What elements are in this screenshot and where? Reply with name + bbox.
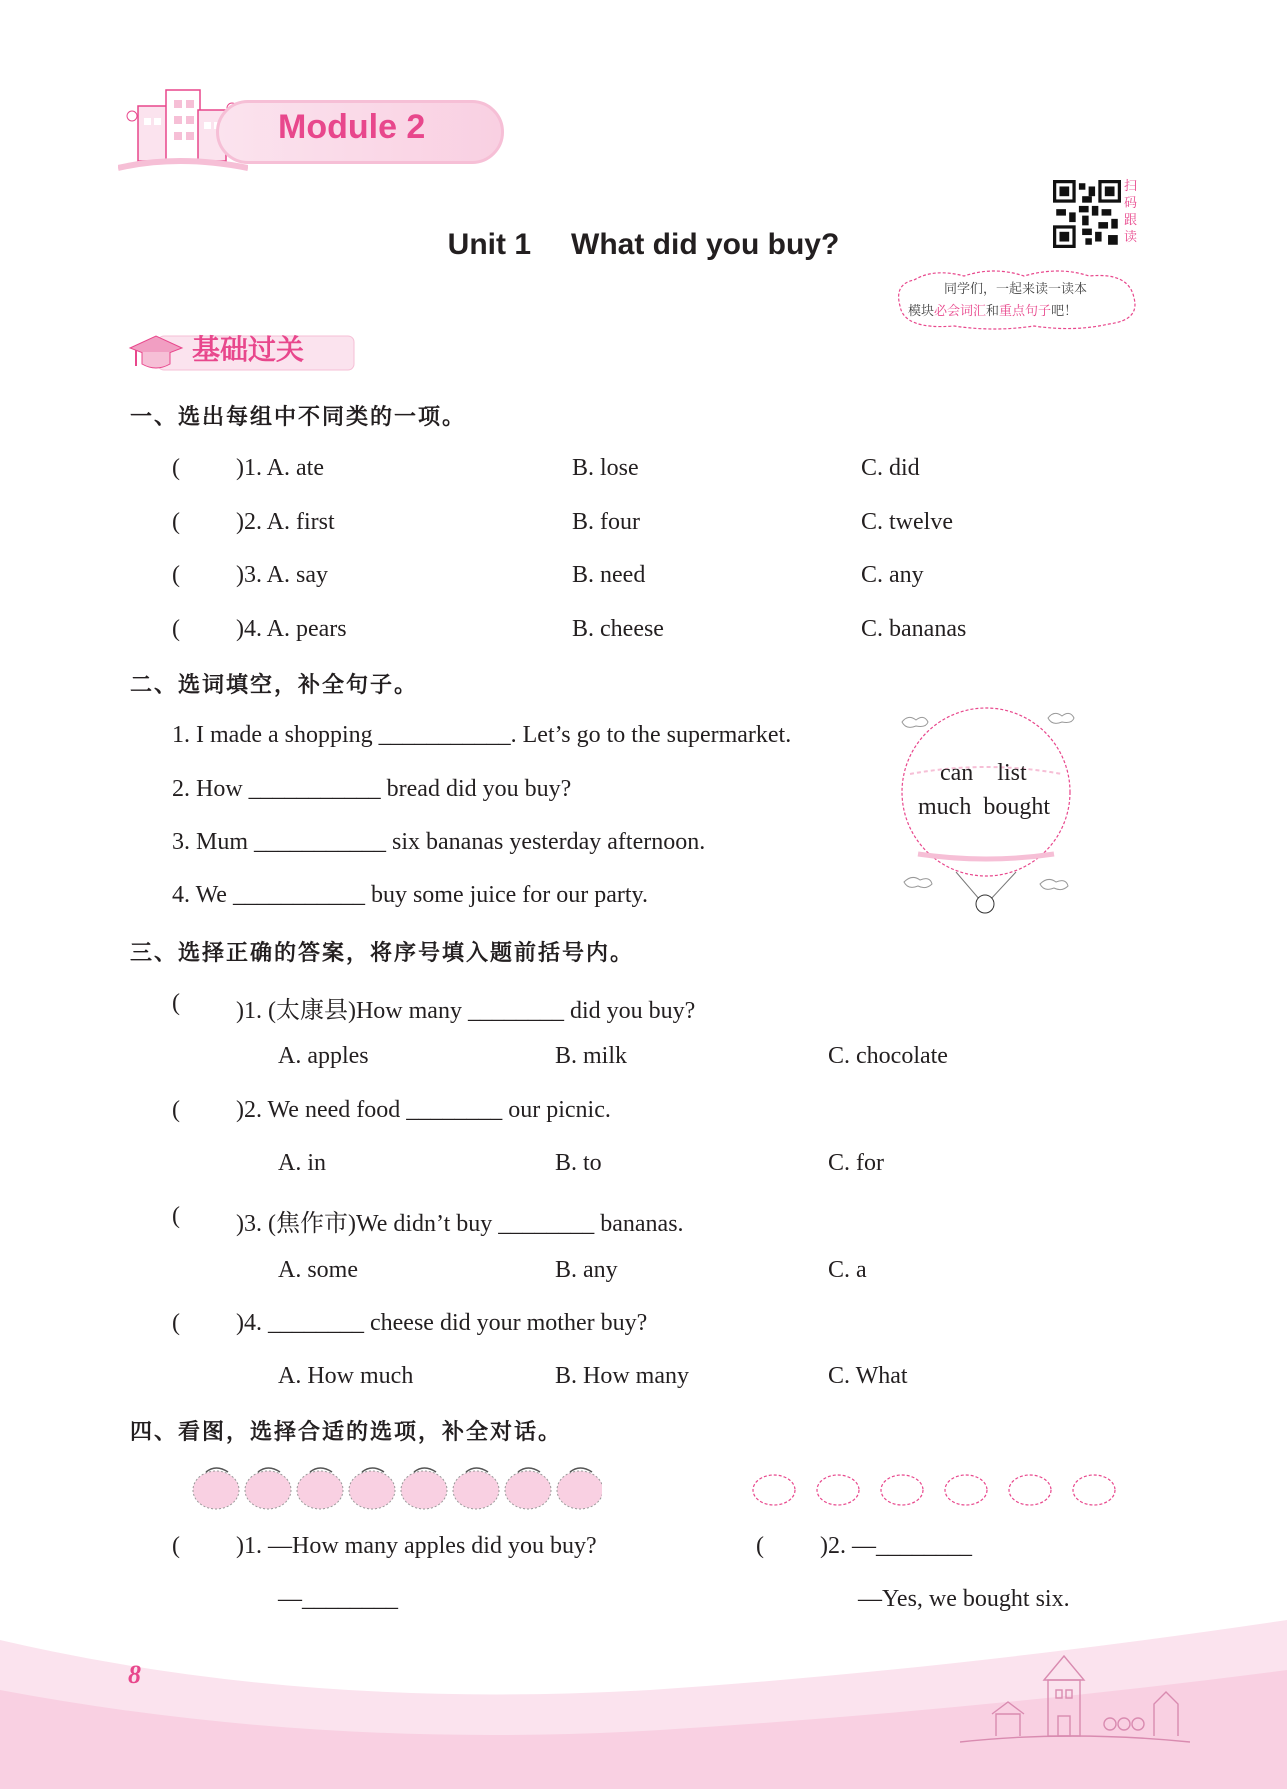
s3-q2: )2. We need food ________ our picnic. [236, 1097, 611, 1123]
house-illustration-icon [960, 1650, 1190, 1750]
s3-q2-b: B. to [555, 1150, 602, 1176]
s1-q4: )4. A. pears [236, 616, 347, 642]
s3-q2-c: C. for [828, 1150, 884, 1176]
s3-q2-a: A. in [278, 1150, 326, 1176]
s1-q3-b: B. need [572, 562, 646, 588]
page-number: 8 [128, 1660, 141, 1689]
paren-open: ( [172, 455, 180, 481]
s3-q4-b: B. How many [555, 1363, 689, 1389]
bubble-line-1: 同学们，一起来读一读本 [944, 282, 1088, 297]
paren-open: ( [172, 562, 180, 588]
section2-title: 二、选词填空，补全句子。 [130, 673, 419, 698]
s2-q1: 1. I made a shopping ___________. Let’s go to the supermarket. [172, 722, 792, 748]
s3-q3-a: A. some [278, 1257, 358, 1283]
s4-q2: )2. —________ [820, 1533, 972, 1559]
s3-q4-c: C. What [828, 1363, 908, 1389]
bubble-line-2: 模块必会词汇和重点句子吧！ [908, 304, 1078, 319]
paren-open: ( [172, 990, 180, 1016]
s2-q3: 3. Mum ___________ six bananas yesterday afternoon. [172, 829, 706, 855]
paren-open: ( [172, 509, 180, 535]
s4-q1-answer: —________ [278, 1586, 398, 1612]
paren-open: ( [172, 616, 180, 642]
apples-picture-icon [192, 1462, 602, 1510]
s3-q3: )3. (焦作市)We didn’t buy ________ bananas. [236, 1211, 684, 1237]
section4-title: 四、看图，选择合适的选项，补全对话。 [130, 1420, 563, 1445]
qr-label: 扫码跟读 [1124, 179, 1138, 245]
s1-q2-b: B. four [572, 509, 640, 535]
s3-q4-a: A. How much [278, 1363, 414, 1389]
section1-title: 一、选出每组中不同类的一项。 [130, 405, 467, 430]
s4-q2-answer: —Yes, we bought six. [858, 1586, 1070, 1612]
s1-q4-b: B. cheese [572, 616, 664, 642]
paren-open: ( [756, 1533, 764, 1559]
unit-question: What did you buy? [571, 228, 840, 261]
word-box-row1: can list [940, 760, 1027, 786]
s3-q1: )1. (太康县)How many ________ did you buy? [236, 998, 696, 1024]
module-banner [118, 96, 504, 168]
s3-q4: )4. ________ cheese did your mother buy? [236, 1310, 648, 1336]
eggs-picture-icon [750, 1470, 1120, 1510]
module-title: Module 2 [278, 108, 426, 146]
s1-q2: )2. A. first [236, 509, 335, 535]
s1-q3: )3. A. say [236, 562, 328, 588]
paren-open: ( [172, 1097, 180, 1123]
paren-open: ( [172, 1310, 180, 1336]
s1-q1-b: B. lose [572, 455, 639, 481]
s1-q2-c: C. twelve [861, 509, 953, 535]
section3-title: 三、选择正确的答案，将序号填入题前括号内。 [130, 941, 635, 966]
s2-q4: 4. We ___________ buy some juice for our party. [172, 882, 648, 908]
s3-q3-c: C. a [828, 1257, 867, 1283]
s3-q1-a: A. apples [278, 1043, 369, 1069]
s1-q4-c: C. bananas [861, 616, 967, 642]
s3-q3-b: B. any [555, 1257, 618, 1283]
unit-number: Unit 1 [447, 228, 532, 261]
paren-open: ( [172, 1203, 180, 1229]
s1-q1: )1. A. ate [236, 455, 324, 481]
qr-code-icon[interactable] [1053, 180, 1121, 248]
basics-title: 基础过关 [192, 333, 305, 366]
word-box-row2: much bought [918, 794, 1050, 820]
s3-q1-c: C. chocolate [828, 1043, 948, 1069]
s3-q1-b: B. milk [555, 1043, 628, 1069]
s2-q2: 2. How ___________ bread did you buy? [172, 776, 572, 802]
s1-q3-c: C. any [861, 562, 924, 588]
paren-open: ( [172, 1533, 180, 1559]
s4-q1: )1. —How many apples did you buy? [236, 1533, 597, 1559]
s1-q1-c: C. did [861, 455, 920, 481]
